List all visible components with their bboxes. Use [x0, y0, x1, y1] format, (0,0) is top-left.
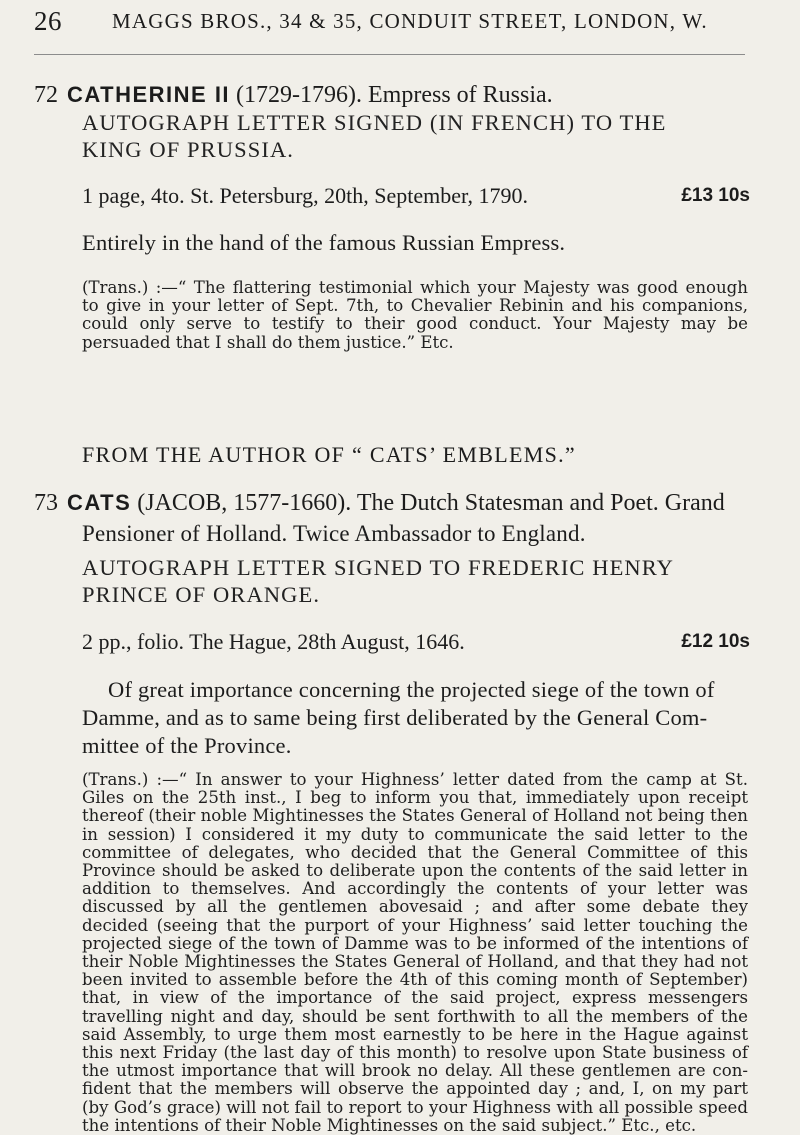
running-head: MAGGS BROS., 34 & 35, CONDUIT STREET, LONDON, W. [112, 9, 708, 33]
header-rule [34, 54, 745, 55]
lot-title-line: AUTOGRAPH LETTER SIGNED (IN FRENCH) TO THE [82, 110, 667, 135]
lot-title [82, 554, 752, 608]
lot-title [82, 109, 752, 163]
lot-73 [34, 488, 752, 1135]
section-title: FROM THE AUTHOR OF “ CATS’ EMBLEMS.” [82, 442, 576, 467]
translation: (Trans.) :—“ The flattering testimonial which your Majesty was good enough to give in your letter of Sept. 7th, to Chevalier Rebinin and his companions, could only serve to testify to their good conduct. Your Majesty may be persuaded that I shall do them justice.” Etc. [82, 278, 748, 352]
lot-title-line: AUTOGRAPH LETTER SIGNED TO FREDERIC HENRY [82, 555, 674, 580]
price: £13 10s [681, 185, 750, 206]
lot-note: Entirely in the hand of the famous Russian Empress. [82, 230, 566, 255]
lot-title-line: KING OF PRUSSIA. [82, 137, 295, 162]
lot-number: 73 [34, 490, 58, 516]
lot-title-line: PRINCE OF ORANGE. [82, 582, 321, 607]
lot-note-line: mittee of the Province. [82, 733, 292, 758]
page-header [34, 6, 754, 40]
translation: (Trans.) :—“ In answer to your Highness’ letter dated from the camp at St. Giles on the 25th inst., I beg to inform you that, immediately upon receipt thereof (their noble Mightinesses the States General of Holland not being then in session) I considered it my duty to communicate the said letter to the committee of delegates, who decided that the General Committee of this Province should be asked to deliberate upon the contents of the said letter in addition to themselves. And accordingly the contents of your letter was discussed by all the gentlemen abovesaid ; and after some debate they decided (seeing that the purport of your Highness’ said letter touching the projected siege of the town of Damme was to be informed of the intentions of their Noble Mightinesses the States General of Holland, and that they had not been invited to assemble before the 4th of this coming month of September) that, in view of the importance of the said project, express messengers travelling night and day, should be sent forthwith to all the members of the said Assembly, to urge them most earnestly to be here in the Hague against this next Friday (the last day of this month) to resolve upon State business of the utmost importance that will brook no delay. All these gentlemen are con- fident that the members will observe the appointed day ; and, I, on my part (by God’s grace) will not fail to report to your Highness with all possible speed the intentions of their Noble Mightinesses on the said subject.” Etc., etc. [82, 770, 748, 1135]
page-number: 26 [34, 6, 62, 36]
lot-description: (JACOB, 1577-1660). The Dutch Statesman and Poet. Grand [131, 490, 725, 516]
lot-detail [82, 628, 752, 656]
lot-note-line: Damme, and as to same being first deliberated by the General Com- [82, 705, 708, 730]
lot-detail [82, 182, 752, 210]
lot-name: CATS [67, 490, 132, 515]
price: £12 10s [681, 631, 750, 652]
lot-72 [34, 80, 752, 352]
lot-description: (1729-1796). Empress of Russia. [230, 82, 553, 108]
lot-note [82, 676, 752, 760]
collation: 1 page, 4to. St. Petersburg, 20th, September, 1790. [82, 183, 528, 208]
lot-name: CATHERINE II [67, 82, 231, 107]
lot-note-line: Of great importance concerning the projected siege of the town of [108, 677, 715, 702]
collation: 2 pp., folio. The Hague, 28th August, 1646. [82, 629, 465, 654]
lot-number: 72 [34, 82, 58, 108]
lot-description-continued: Pensioner of Holland. Twice Ambassador to England. [82, 521, 586, 546]
